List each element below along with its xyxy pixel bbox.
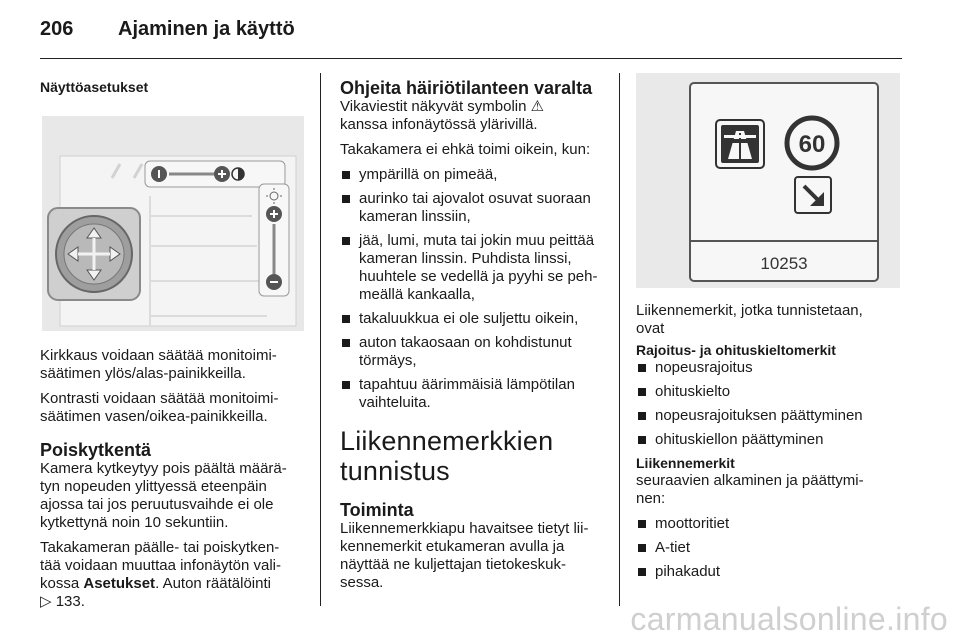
switch-off-text: Kamera kytkeytyy pois päältä määrä- tyn nopeuden ylittyessä eteenpäin ajossa tai jos peruutusvaihde ei ole kytkettynä noin 10 sekuntiin. — [40, 460, 287, 531]
function-text: Liikennemerkkiapu havaitsee tietyt lii- kennemerkit etukameran avulla ja näyttää ne kuljettajan tietokeskuk- sessa. — [340, 520, 589, 591]
road-type-list — [636, 515, 908, 581]
settings-text-b: . Auton räätälöinti — [155, 575, 271, 592]
list-item: takaluukkua ei ole suljettu oikein, — [340, 310, 608, 328]
svg-text:60: 60 — [798, 131, 826, 158]
middle-column — [340, 78, 608, 599]
section-label: Näyttöasetukset — [40, 79, 149, 95]
speed-limit-sign-icon — [787, 118, 837, 168]
subheading-poiskytkenta: Poiskytkentä — [40, 440, 152, 460]
page-header — [40, 18, 295, 41]
page-ref: 133. — [51, 593, 85, 610]
traffic-sign-display-illustration — [636, 73, 900, 288]
warning-triangle-icon: ⚠ — [530, 98, 545, 115]
list-item: nopeusrajoitus — [636, 359, 908, 377]
column-divider-2 — [619, 73, 620, 606]
list-item: nopeusrajoituksen päättyminen — [636, 407, 908, 425]
restriction-list — [636, 359, 908, 449]
column-divider-1 — [320, 73, 321, 606]
camera-lead: Takakamera ei ehkä toimi oikein, kun: — [340, 141, 591, 158]
list-item: pihakadut — [636, 563, 908, 581]
signs-caption: Liikennemerkit, jotka tunnistetaan, ovat — [636, 302, 863, 337]
page-ref-arrow-icon: ▷ — [40, 593, 52, 610]
page-number: 206 — [40, 18, 74, 40]
list-item: ympärillä on pimeää, — [340, 166, 608, 184]
right-column — [636, 73, 908, 587]
fault-intro-text-2: kanssa infonäytössä ylärivillä. — [340, 116, 538, 133]
watermark: carmanualsonline.info — [630, 601, 948, 637]
camera-issue-list — [340, 166, 608, 412]
troubleshooting-heading: Ohjeita häiriötilanteen varalta — [340, 78, 593, 98]
direction-arrow-sign-icon — [795, 177, 831, 213]
fault-intro-text: Vikaviestit näkyvät symbolin — [340, 98, 527, 115]
list-item: moottoritiet — [636, 515, 908, 533]
brightness-text: Kirkkaus voidaan säätää monitoimi- säätimen ylös/alas-painikkeilla. — [40, 347, 277, 382]
list-item: auton takaosaan on kohdistunut törmäys, — [340, 334, 608, 370]
traffic-sign-heading: Liikennemerkkien tunnistus — [340, 426, 554, 486]
fault-intro — [340, 98, 608, 134]
motorway-sign-icon — [716, 120, 764, 168]
list-item: tapahtuu äärimmäisiä lämpötilan vaihteluita. — [340, 376, 608, 412]
settings-text-a: Takakameran päälle- tai poiskytken- tää voidaan muuttaa infonäytön vali- kossa — [40, 539, 281, 592]
list-item: ohituskielto — [636, 383, 908, 401]
settings-text — [40, 539, 308, 611]
settings-menu-name: Asetukset — [83, 575, 156, 592]
function-subheading: Toiminta — [340, 500, 414, 520]
restriction-label: Rajoitus- ja ohituskieltomerkit — [636, 342, 836, 358]
list-item: ohituskiellon päättyminen — [636, 431, 908, 449]
list-item: aurinko tai ajovalot osuvat suoraan kameran linssiin, — [340, 190, 608, 226]
start-end-text: seuraavien alkaminen ja päättymi- nen: — [636, 472, 864, 507]
left-column — [40, 78, 308, 618]
list-item: jää, lumi, muta tai jokin muu peittää kameran linssin. Puhdista linssi, huuhtele se vedellä ja pyyhi se peh- meällä kankaalla, — [340, 232, 608, 304]
camera-display-illustration — [42, 116, 304, 331]
list-item: A-tiet — [636, 539, 908, 557]
contrast-text: Kontrasti voidaan säätää monitoimi- säätimen vasen/oikea-painikkeilla. — [40, 390, 279, 425]
traffic-signs-label: Liikennemerkit — [636, 455, 735, 471]
header-divider — [40, 58, 902, 59]
page-title: Ajaminen ja käyttö — [118, 18, 295, 40]
figure-id: 10253 — [760, 254, 808, 273]
